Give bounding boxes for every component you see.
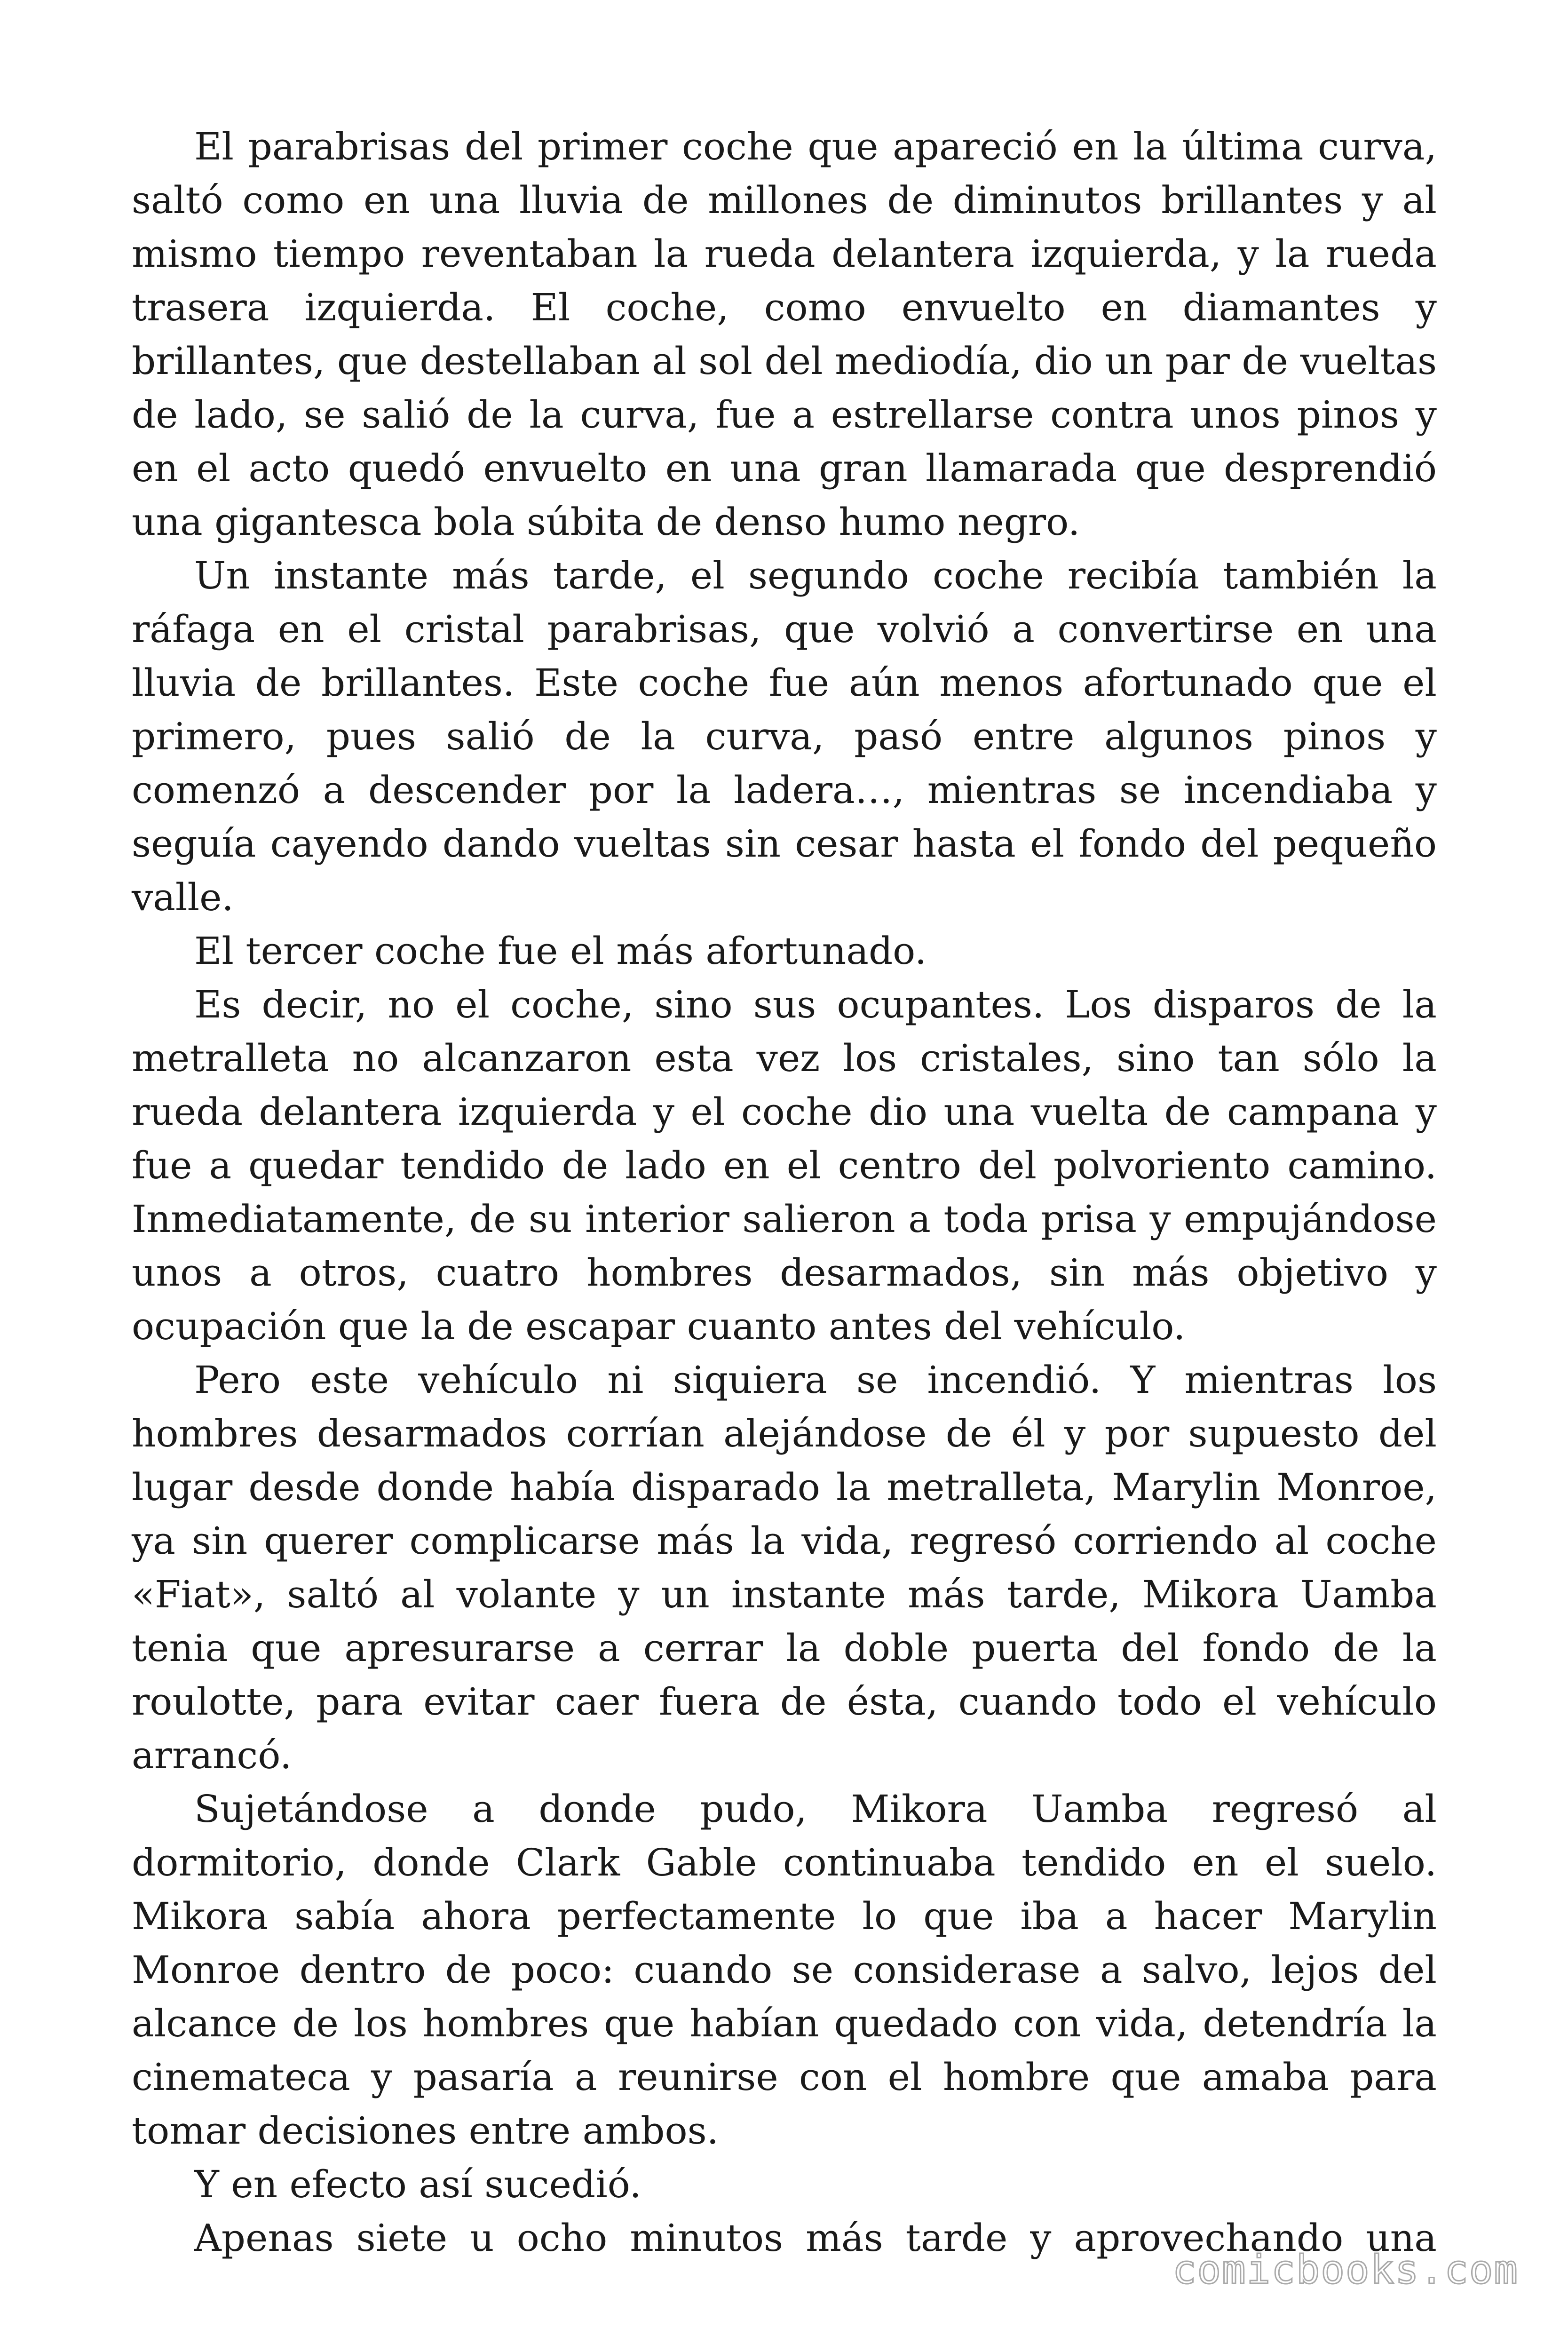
paragraph: El tercer coche fue el más afortunado. xyxy=(194,929,927,973)
paragraph: Sujetándose a donde pudo, Mikora Uamba regresó al dormitorio, donde Clark Gable continuaba tendido en el suelo. Mikora sabía ahora perfectamente lo que iba a hacer Marylin Monroe dentro de poco: cuando se considerase a salvo, lejos del alcance de los hombres que habían quedado con vida, detendría la cinemateca y pasaría a reunirse con el hombre que amaba para tomar decisiones entre ambos. xyxy=(132,1787,1437,2153)
paragraph: Un instante más tarde, el segundo coche recibía también la ráfaga en el cristal parabrisas, que volvió a convertirse en una lluvia de brillantes. Este coche fue aún menos afortunado que el primero, pues salió de la curva, pasó entre algunos pinos y comenzó a descender por la ladera…, mientras se incendiaba y seguía cayendo dando vueltas sin cesar hasta el fondo del pequeño valle. xyxy=(132,554,1437,919)
paragraph: El parabrisas del primer coche que apareció en la última curva, saltó como en una lluvia de millones de diminutos brillantes y al mismo tiempo reventaban la rueda delantera izquierda, y la rueda trasera izquierda. El coche, como envuelto en diamantes y brillantes, que destellaban al sol del mediodía, dio un par de vueltas de lado, se salió de la curva, fue a estrellarse contra unos pinos y en el acto quedó envuelto en una gran llamarada que desprendió una gigantesca bola súbita de denso humo negro. xyxy=(132,125,1437,544)
paragraph: Es decir, no el coche, sino sus ocupantes. Los disparos de la metralleta no alcanzaron esta vez los cristales, sino tan sólo la rueda delantera izquierda y el coche dio una vuelta de campana y fue a quedar tendido de lado en el centro del polvoriento camino. Inmediatamente, de su interior salieron a toda prisa y empujándose unos a otros, cuatro hombres desarmados, sin más objetivo y ocupación que la de escapar cuanto antes del vehículo. xyxy=(132,983,1437,1348)
page-body xyxy=(132,120,1437,2265)
paragraph: Y en efecto así sucedió. xyxy=(194,2162,641,2206)
paragraph: Pero este vehículo ni siquiera se incendió. Y mientras los hombres desarmados corrían alejándose de él y por supuesto del lugar desde donde había disparado la metralleta, Marylin Monroe, ya sin querer complicarse más la vida, regresó corriendo al coche «Fiat», saltó al volante y un instante más tarde, Mikora Uamba tenia que apresurarse a cerrar la doble puerta del fondo de la roulotte, para evitar caer fuera de ésta, cuando todo el vehículo arrancó. xyxy=(132,1358,1437,1777)
watermark: comicbooks.com xyxy=(1172,2247,1519,2293)
paragraph-last: Apenas siete u ocho minutos más tarde y aprovechando una xyxy=(194,2216,1437,2260)
